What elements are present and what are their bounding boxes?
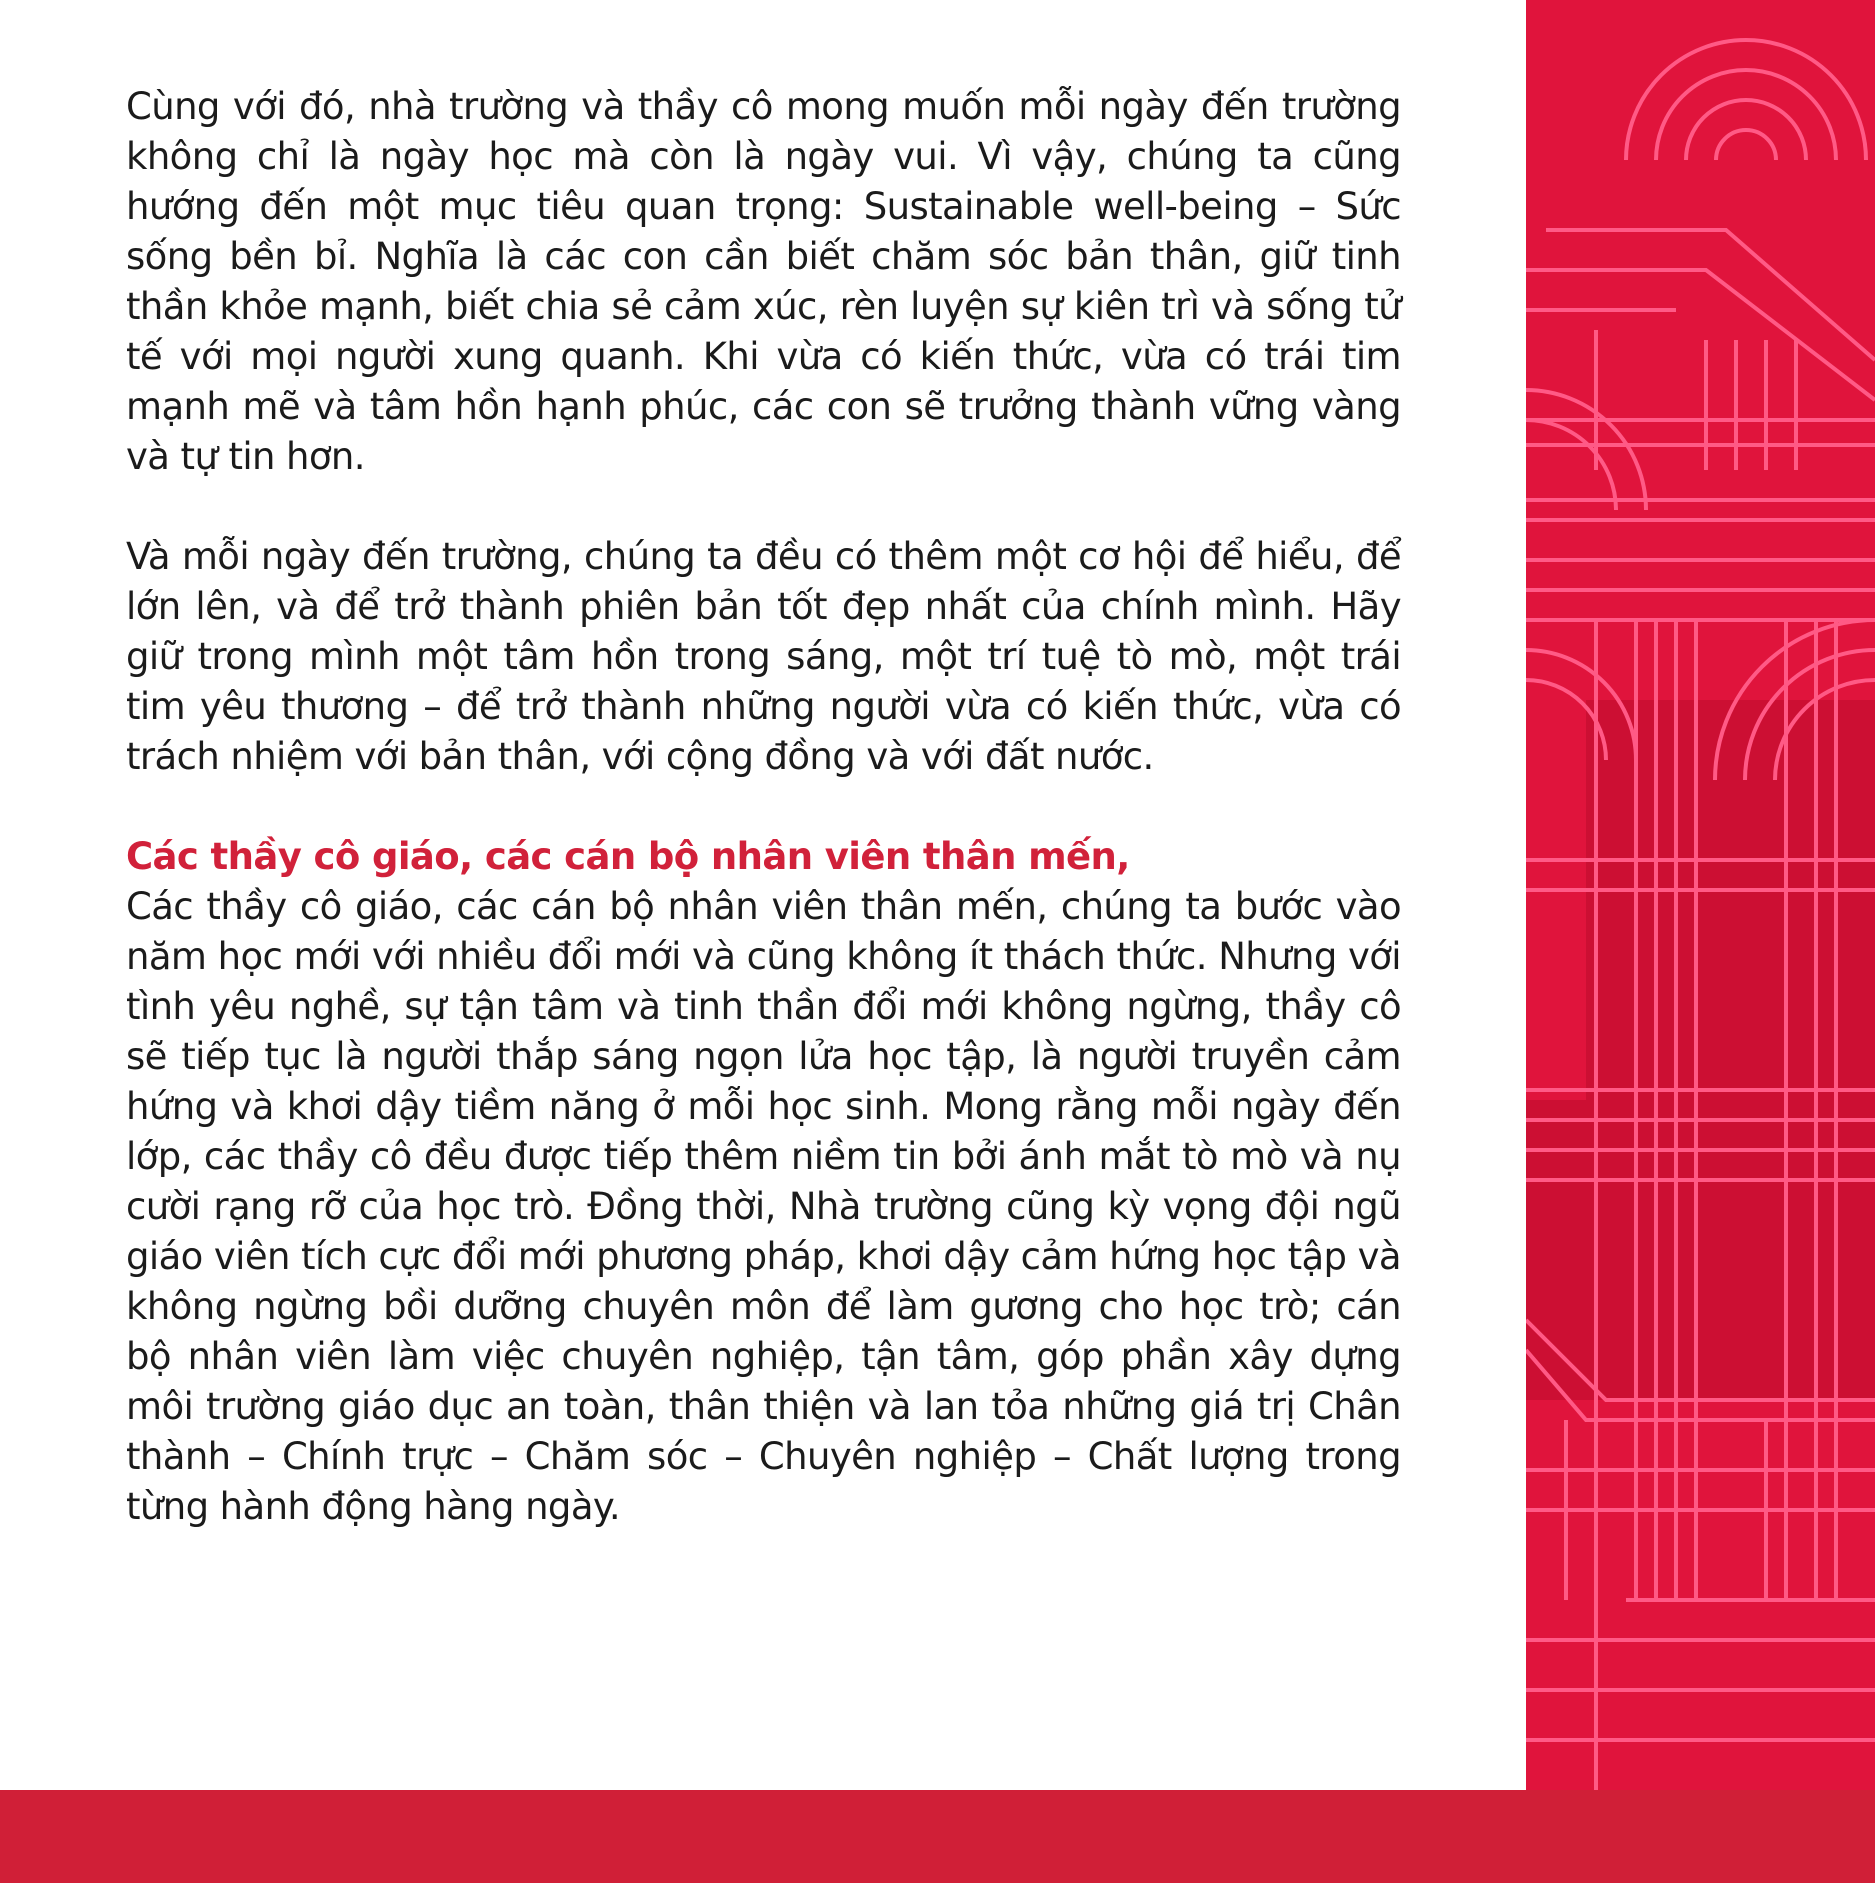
letter-body: [126, 82, 1401, 1532]
paragraph-each-day: Và mỗi ngày đến trường, chúng ta đều có thêm một cơ hội để hiểu, để lớn lên, và để trở thành phiên bản tốt đẹp nhất của chính mình. Hãy giữ trong mình một tâm hồn trong sáng, một trí tuệ tò mò, một trái tim yêu thương – để trở thành những người vừa có kiến thức, vừa có trách nhiệm với bản thân, với cộng đồng và với đất nước.: [126, 535, 1401, 778]
paragraph-teachers: Các thầy cô giáo, các cán bộ nhân viên thân mến, chúng ta bước vào năm học mới với nhiều đổi mới và cũng không ít thách thức. Nhưng với tình yêu nghề, sự tận tâm và tinh thần đổi mới không ngừng, thầy cô sẽ tiếp tục là người thắp sáng ngọn lửa học tập, là người truyền cảm hứng và khơi dậy tiềm năng ở mỗi học sinh. Mong rằng mỗi ngày đến lớp, các thầy cô đều được tiếp thêm niềm tin bởi ánh mắt tò mò và nụ cười rạng rỡ của học trò. Đồng thời, Nhà trường cũng kỳ vọng đội ngũ giáo viên tích cực đổi mới phương pháp, khơi dậy cảm hứng học tập và không ngừng bồi dưỡng chuyên môn để làm gương cho học trò; cán bộ nhân viên làm việc chuyên nghiệp, tận tâm, góp phần xây dựng môi trường giáo dục an toàn, thân thiện và lan tỏa những giá trị Chân thành – Chính trực – Chăm sóc – Chuyên nghiệp – Chất lượng trong từng hành động hàng ngày.: [126, 885, 1401, 1528]
footer-band: [0, 1790, 1875, 1883]
decorative-side-panel: [1526, 0, 1875, 1790]
geometric-pattern-graphic: [1526, 0, 1875, 1790]
section-heading-teachers: Các thầy cô giáo, các cán bộ nhân viên thân mến,: [126, 835, 1130, 878]
paragraph-wellbeing: Cùng với đó, nhà trường và thầy cô mong muốn mỗi ngày đến trường không chỉ là ngày học mà còn là ngày vui. Vì vậy, chúng ta cũng hướng đến một mục tiêu quan trọng: Sustainable well-being – Sức sống bền bỉ. Nghĩa là các con cần biết chăm sóc bản thân, giữ tinh thần khỏe mạnh, biết chia sẻ cảm xúc, rèn luyện sự kiên trì và sống tử tế với mọi người xung quanh. Khi vừa có kiến thức, vừa có trái tim mạnh mẽ và tâm hồn hạnh phúc, các con sẽ trưởng thành vững vàng và tự tin hơn.: [126, 85, 1401, 478]
